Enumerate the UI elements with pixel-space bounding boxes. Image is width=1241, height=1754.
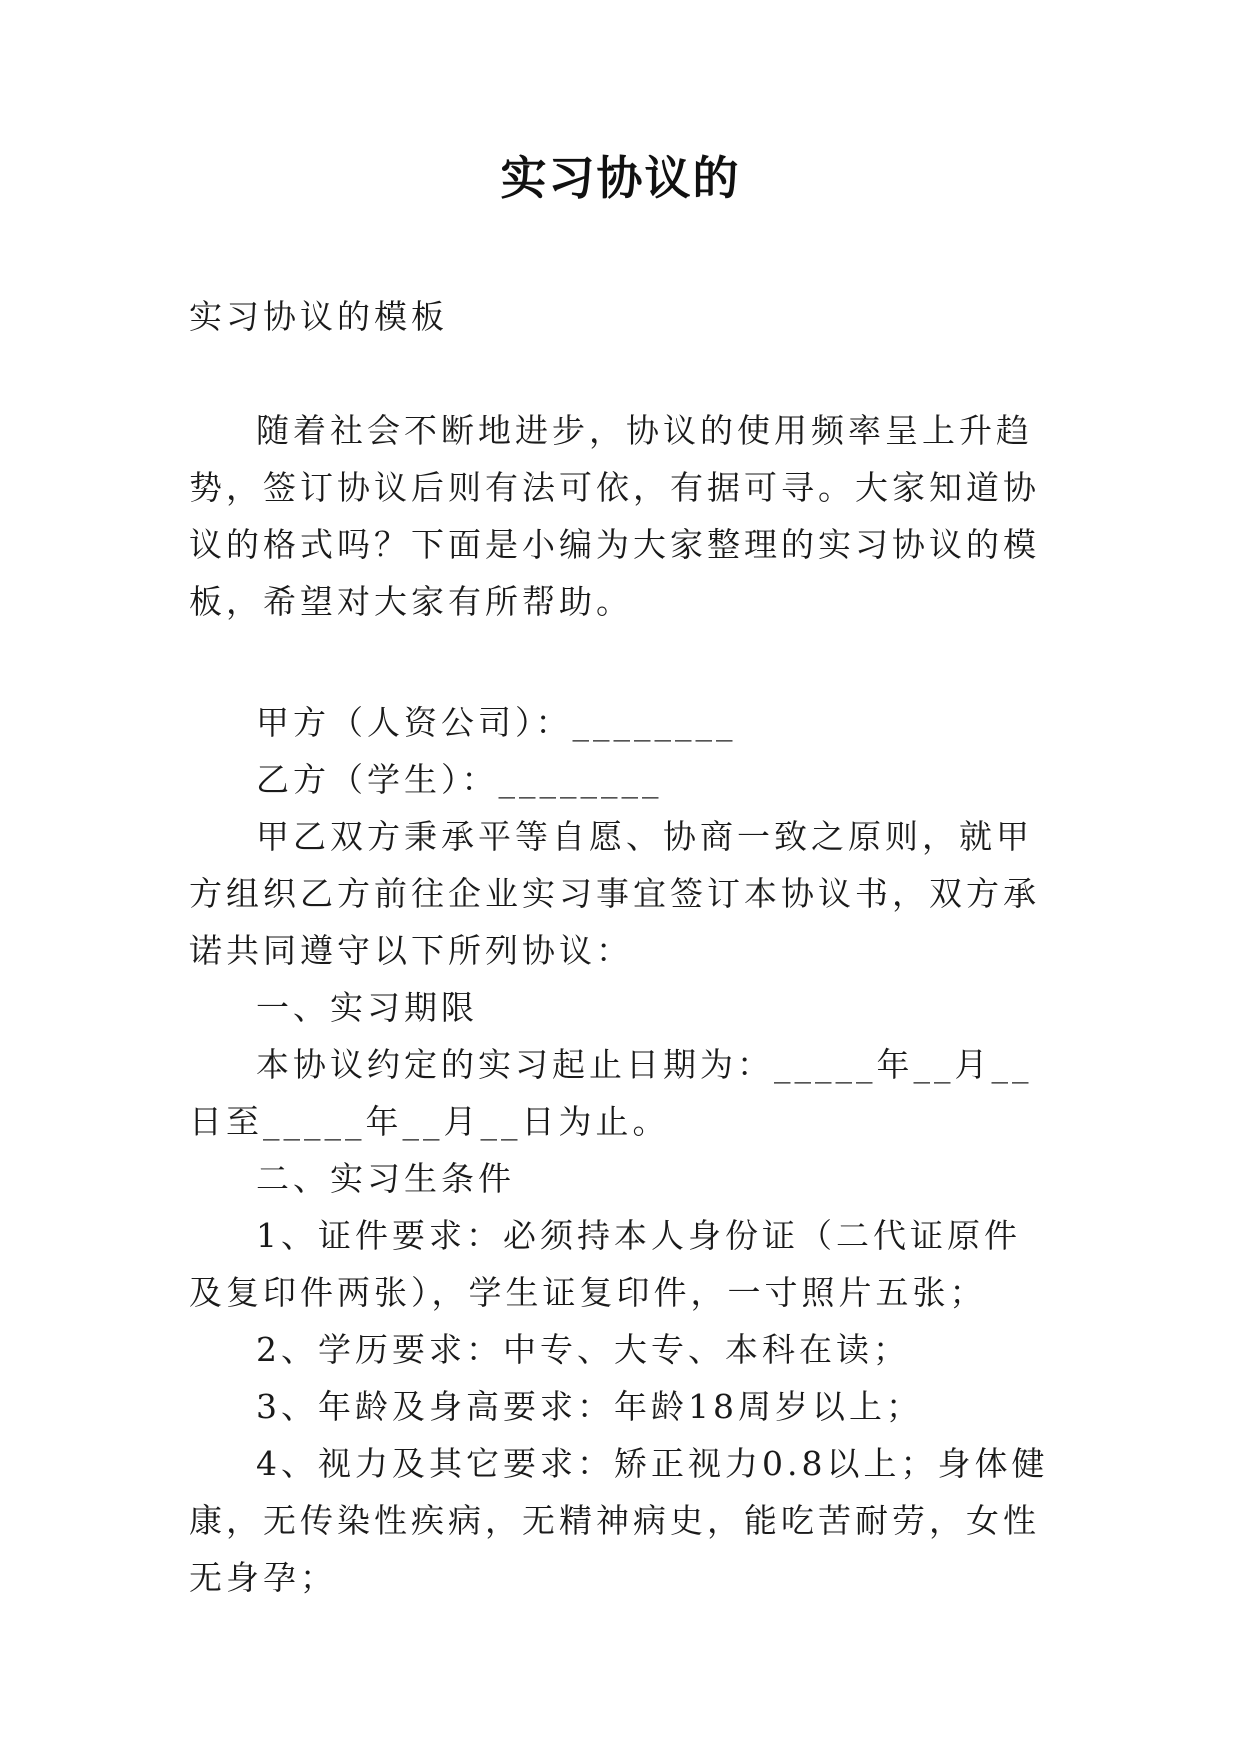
condition-item-documents: 1、证件要求：必须持本人身份证（二代证原件及复印件两张），学生证复印件，一寸照片五张； xyxy=(189,1216,1021,1312)
party-a-line: 甲方（人资公司）：________ xyxy=(256,703,737,742)
intro-paragraph: 随着社会不断地进步，协议的使用频率呈上升趋势，签订协议后则有法可依，有据可寻。大家知道协议的格式吗？下面是小编为大家整理的实习协议的模板，希望对大家有所帮助。 xyxy=(189,411,1040,621)
party-b-line: 乙方（学生）：________ xyxy=(256,760,663,799)
term-dates-paragraph: 本协议约定的实习起止日期为：_____年__月__日至_____年__月__日为止。 xyxy=(189,1045,1033,1141)
agreement-preamble: 甲乙双方秉承平等自愿、协商一致之原则，就甲方组织乙方前往企业实习事宜签订本协议书，双方承诺共同遵守以下所列协议： xyxy=(189,817,1040,970)
document-subtitle: 实习协议的模板 xyxy=(189,297,448,336)
condition-item-health: 4、视力及其它要求：矫正视力0.8以上；身体健康，无传染性疾病，无精神病史，能吃苦耐劳，女性无身孕； xyxy=(189,1444,1049,1597)
condition-item-education: 2、学历要求：中专、大专、本科在读； xyxy=(256,1330,910,1369)
document-title: 实习协议的 xyxy=(500,151,741,205)
section-heading-conditions: 二、实习生条件 xyxy=(256,1159,515,1198)
document-body xyxy=(189,288,1054,1606)
section-heading-term: 一、实习期限 xyxy=(256,988,478,1027)
condition-item-age: 3、年龄及身高要求：年龄18周岁以上； xyxy=(256,1387,923,1426)
